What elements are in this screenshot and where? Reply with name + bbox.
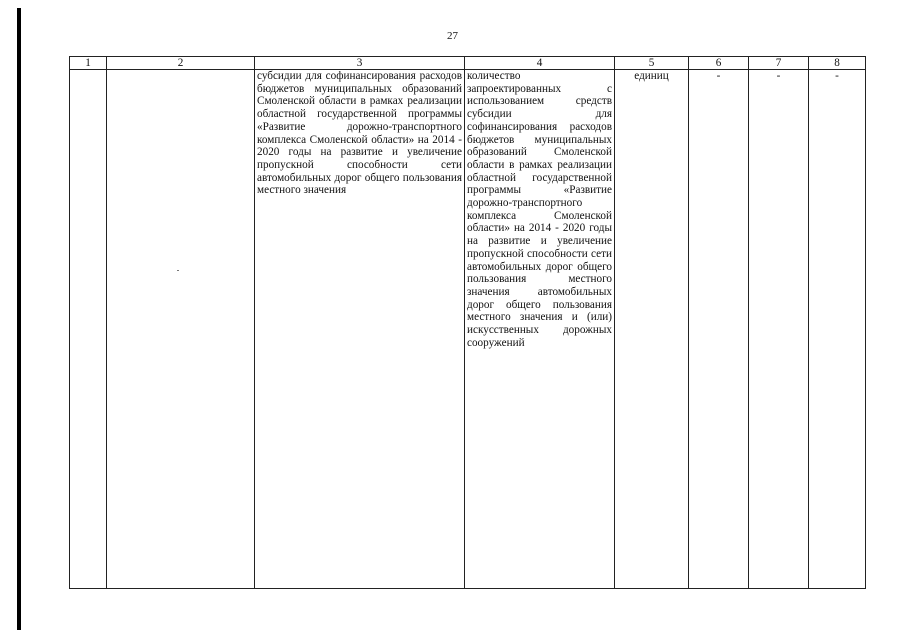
cell-value-col-8: - [809, 70, 866, 589]
cell-indicator-description: количество запроектированных с использованием средств субсидии для софинансирования расходов бюджетов муниципальных образований Смоленской области в рамках реализации областной государственной программы «Развитие дорожно-транспортного комплекса Смоленской области» на 2014 - 2020 годы на развитие и увеличение пропускной способности сети автомобильных дорог общего пользования местного значения автомобильных дорог общего пользования местного значения и (или) искусственных дорожных сооружений [465, 70, 615, 589]
page-number: 27 [447, 30, 458, 42]
cell-unit: единиц [615, 70, 689, 589]
scan-edge-bar [17, 8, 21, 630]
cell-subsidy-description: субсидии для софинансирования расходов бюджетов муниципальных образований Смоленской области в рамках реализации областной государственной программы «Развитие дорожно-транспортного комплекса Смоленской области» на 2014 - 2020 годы на развитие и увеличение пропускной способности сети автомобильных дорог общего пользования местного значения [255, 70, 465, 589]
column-number-6: 6 [689, 57, 749, 70]
scan-speck [177, 270, 179, 271]
cell-col-2 [107, 70, 255, 589]
cell-col-1 [70, 70, 107, 589]
column-number-8: 8 [809, 57, 866, 70]
column-number-1: 1 [70, 57, 107, 70]
indicator-table [69, 56, 866, 589]
table-row [70, 70, 866, 589]
column-number-3: 3 [255, 57, 465, 70]
cell-value-col-6: - [689, 70, 749, 589]
column-number-7: 7 [749, 57, 809, 70]
cell-value-col-7: - [749, 70, 809, 589]
table-header-row [70, 57, 866, 70]
column-number-4: 4 [465, 57, 615, 70]
column-number-5: 5 [615, 57, 689, 70]
column-number-2: 2 [107, 57, 255, 70]
